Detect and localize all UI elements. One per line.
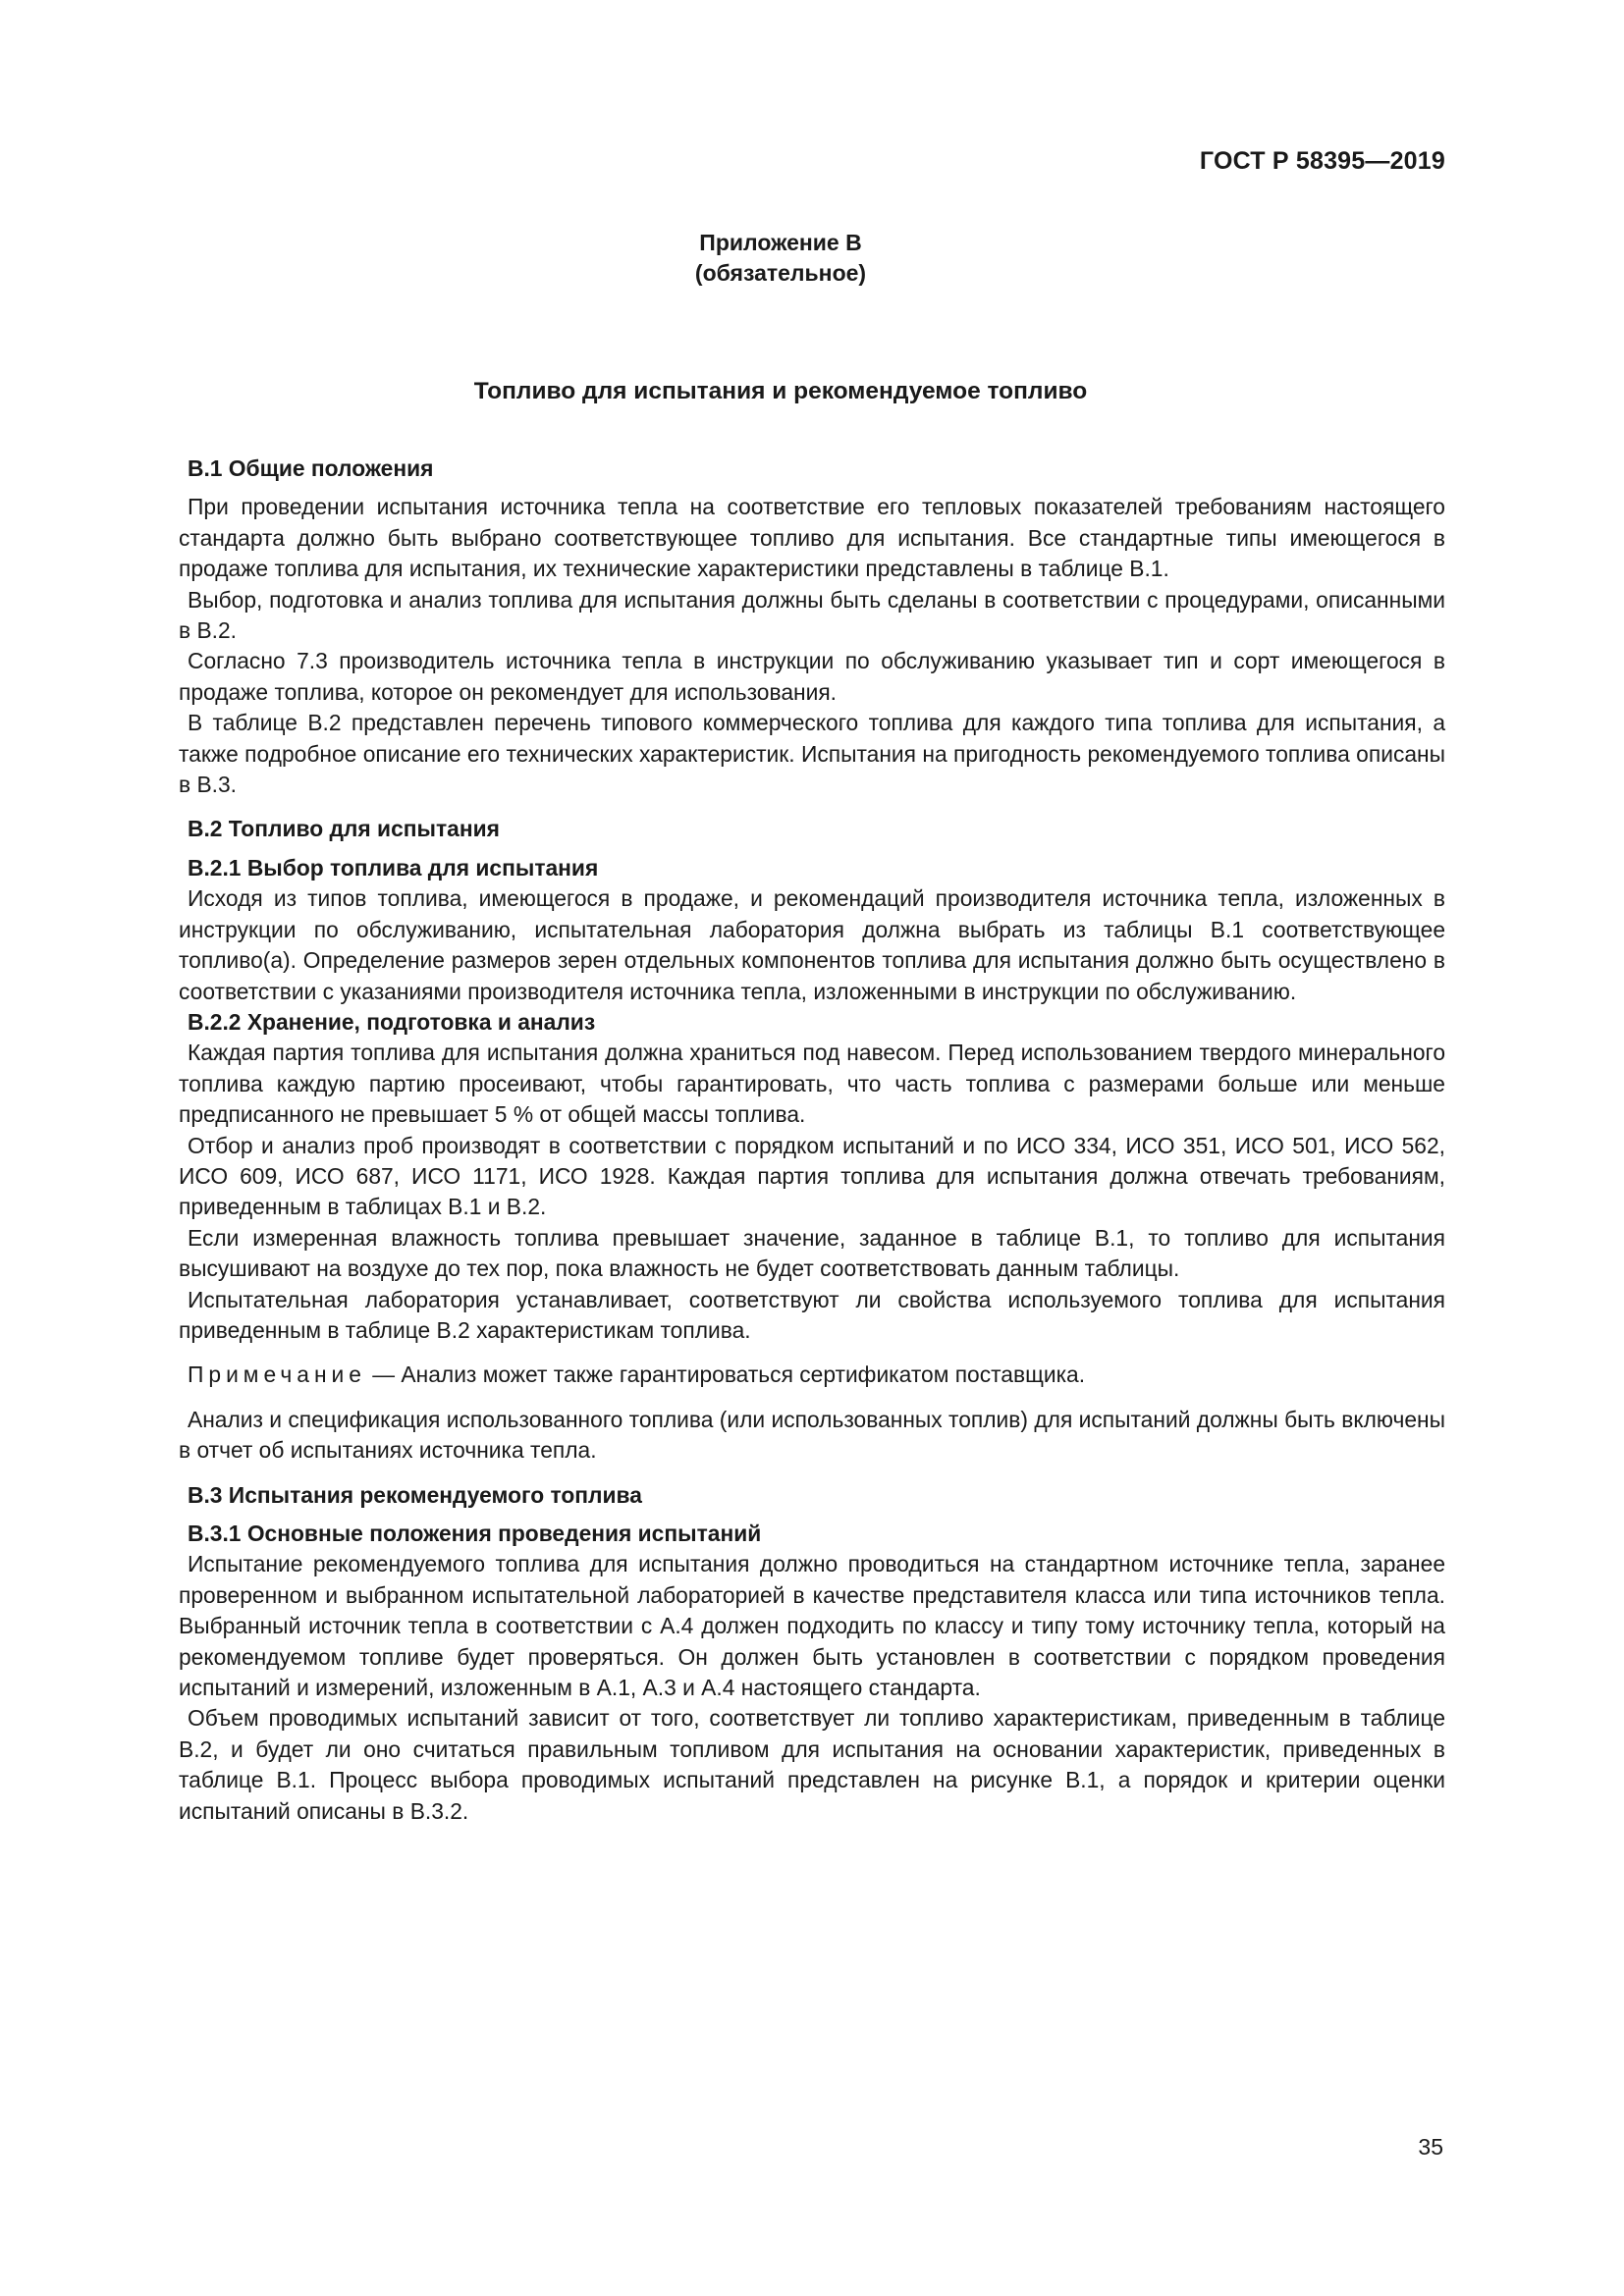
appendix-status: (обязательное) (694, 260, 867, 286)
document-body (179, 454, 1445, 1827)
note-text: — Анализ может также гарантироваться сертификатом поставщика. (365, 1362, 1086, 1388)
paragraph: При проведении испытания источника тепла на соответствие его тепловых показателей требованиям настоящего стандарта должно быть выбрано соответствующее топливо для испытания. Все стандартные типы имеющегося в продаже топлива для испытания, их технические характеристики представлены в таблице В.1. (179, 494, 1445, 582)
section-b21-heading: В.2.1 Выбор топлива для испытания (188, 854, 599, 881)
appendix-label: Приложение В (699, 230, 862, 255)
section-b3-heading: В.3 Испытания рекомендуемого топлива (188, 1481, 642, 1508)
paragraph: Анализ и спецификация использованного топлива (или использованных топлив) для испытаний должны быть включены в отчет об испытаниях источника тепла. (179, 1406, 1445, 1464)
paragraph: Испытательная лаборатория устанавливает, соответствуют ли свойства используемого топлива для испытания приведенным в таблице В.2 характеристикам топлива. (179, 1286, 1445, 1343)
paragraph: Согласно 7.3 производитель источника тепла в инструкции по обслуживанию указывает тип и сорт имеющегося в продаже топлива, которое он рекомендует для использования. (179, 648, 1445, 705)
paragraph: Выбор, подготовка и анализ топлива для испытания должны быть сделаны в соответствии с процедурами, описанными в В.2. (179, 586, 1445, 644)
paragraph: Исходя из типов топлива, имеющегося в продаже, и рекомендаций производителя источника тепла, изложенных в инструкции по обслуживанию, испытательная лаборатория должна выбрать из таблицы В.1 соответствующее топливо(а). Определение размеров зерен отдельных компонентов топлива для испытания должно быть осуществлено в соответствии с указаниями производителя источника тепла, изложенными в инструкции по обслуживанию. (179, 885, 1445, 1004)
note-label: Примечание (188, 1362, 366, 1388)
appendix-header (0, 228, 1561, 289)
section-b1-heading: В.1 Общие положения (188, 455, 434, 481)
note (179, 1360, 1445, 1390)
section-b31-heading: В.3.1 Основные положения проведения испытаний (188, 1521, 762, 1546)
paragraph: Каждая партия топлива для испытания должна храниться под навесом. Перед использованием твердого минерального топлива каждую партию просеивают, чтобы гарантировать, что часть топлива с размерами больше или меньше предписанного не превышает 5 % от общей массы топлива. (179, 1040, 1445, 1128)
section-b22-heading: В.2.2 Хранение, подготовка и анализ (188, 1008, 596, 1035)
section-b2-heading: В.2 Топливо для испытания (188, 816, 500, 842)
paragraph: В таблице В.2 представлен перечень типового коммерческого топлива для каждого типа топлива для испытания, а также подробное описание его технических характеристик. Испытания на пригодность рекомендуемого топлива описаны в В.3. (179, 710, 1445, 798)
paragraph: Если измеренная влажность топлива превышает значение, заданное в таблице В.1, то топливо для испытания высушивают на воздухе до тех пор, пока влажность не будет соответствовать данным таблицы. (179, 1224, 1445, 1282)
document-code: ГОСТ Р 58395—2019 (1199, 147, 1445, 175)
appendix-title: Топливо для испытания и рекомендуемое топливо (473, 378, 1088, 404)
paragraph: Испытание рекомендуемого топлива для испытания должно проводиться на стандартном источнике тепла, заранее проверенном и выбранном испытательной лабораторией в качестве представителя класса или типа источников тепла. Выбранный источник тепла в соответствии с А.4 должен подходить по классу и типу тому источнику тепла, который на рекомендуемом топливе будет проверяться. Он должен быть установлен в соответствии с порядком проведения испытаний и измерений, изложенным в А.1, А.3 и А.4 настоящего стандарта. (179, 1551, 1445, 1701)
paragraph: Объем проводимых испытаний зависит от того, соответствует ли топливо характеристикам, приведенным в таблице В.2, и будет ли оно считаться правильным топливом для испытания на основании характеристик, приведенных в таблице В.1. Процесс выбора проводимых испытаний представлен на рисунке В.1, а порядок и критерии оценки испытаний описаны в В.3.2. (179, 1705, 1445, 1824)
paragraph: Отбор и анализ проб производят в соответствии с порядком испытаний и по ИСО 334, ИСО 351, ИСО 501, ИСО 562, ИСО 609, ИСО 687, ИСО 1171, ИСО 1928. Каждая партия топлива для испытания должна отвечать требованиям, приведенным в таблицах В.1 и В.2. (179, 1132, 1445, 1220)
page-number: 35 (1418, 2134, 1443, 2160)
